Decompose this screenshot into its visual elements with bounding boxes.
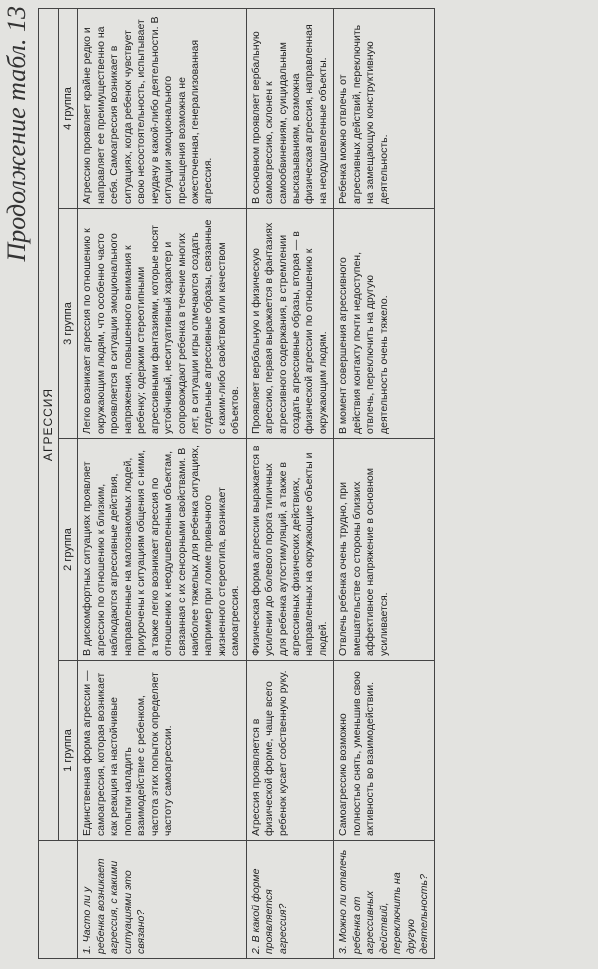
group-1-header: 1 группа: [59, 661, 78, 841]
row-3-group-2: Отвлечь ребенка очень трудно, при вмешательстве со стороны близких аффективное напряжение в основном усиливается.: [334, 439, 435, 661]
table-row: [334, 8, 435, 958]
question-3: 3. Можно ли отвлечь ребенка от агрессивных действий, переключить на другую деятельность?: [334, 841, 435, 959]
row-2-group-2: Физическая форма агрессии выражается в усилении до болевого порога типичных для ребенка аутостимуляций, а также в агрессивных физических действиях, направленных на окружающие объекты и людей.: [246, 439, 334, 661]
question-2: 2. В какой форме проявляется агрессия?: [246, 841, 334, 959]
row-1-group-2: В дискомфортных ситуациях проявляет агрессию по отношению к близким, наблюдаются агрессивные действия, направленные на малознакомых людей, приурочены к ситуациям общения с ними, а также легко возникает агрессия по отношению к неодушевленным объектам, связанная с их сенсорными свойствами. В наиболее тяжелых для ребенка ситуациях, например при ломке привычного жизненного стереотипа, возникает самоагрессия.: [78, 439, 246, 661]
row-1-group-3: Легко возникает агрессия по отношению к окружающим людям, что особенно часто проявляется в ситуации эмоционального напряжения, повышенного внимания к ребенку; одержим стереотипными агрессивными фантазиями, которые носят устойчивый, неситуативный характер и сопровождают ребенка в течение многих лет, в ситуации игры отмечаются создать отдельные агрессивные образы, связанные с каким-либо свойством или качеством объектов.: [78, 209, 246, 439]
row-1-group-1: Единственная форма агрессии — самоагрессия, которая возникает как реакция на настойчивые попытки наладить взаимодействие с ребенком, частота этих попыток определяет частоту самоагрессии.: [78, 661, 246, 841]
row-2-group-3: Проявляет вербальную и физическую агрессию, первая выражается в фантазиях агрессивного содержания, в стремлении создать агрессивные образы, вторая — в физической агрессии по отношению к окружающим людям.: [246, 209, 334, 439]
group-3-header: 3 группа: [59, 209, 78, 439]
question-1: 1. Часто ли у ребенка возникает агрессия, с какими ситуациями это связано?: [78, 841, 246, 959]
aggression-header: АГРЕССИЯ: [39, 8, 59, 840]
row-2-group-4: В основном проявляет вербальную самоагрессию, склонен к самообвинениям, суицидальным высказываниям, возможна физическая агрессия, направленная на неодушевленные объекты.: [246, 8, 334, 208]
corner-cell: [39, 841, 78, 959]
row-3-group-4: Ребенка можно отвлечь от агрессивных действий, переключить на замещающую конструктивную деятельность.: [334, 8, 435, 208]
group-header-row: [59, 8, 78, 958]
row-3-group-3: В момент совершения агрессивного действия контакту почти недоступен, отвлечь, переключить на другую деятельность очень тяжело.: [334, 209, 435, 439]
row-3-group-1: Самоагрессию возможно полностью снять, уменьшив свою активность во взаимодействии.: [334, 661, 435, 841]
table-row: [78, 8, 246, 958]
group-4-header: 4 группа: [59, 8, 78, 208]
table-header-row: [39, 8, 59, 958]
row-1-group-4: Агрессию проявляет крайне редко и направляет ее преимущественно на себя. Самоагрессия возникает в ситуациях, когда ребенок чувствует свою несостоятельность, испытывает неудачу в какой-либо деятельности. В ситуации эмоционального пресыщения возможна не ожесточенная, генерализованная агрессия.: [78, 8, 246, 208]
row-2-group-1: Агрессия проявляется в физической форме, чаще всего ребенок кусает собственную руку.: [246, 661, 334, 841]
group-2-header: 2 группа: [59, 439, 78, 661]
aggression-table: [38, 8, 435, 959]
table-continuation-title: Продолжение табл. 13: [2, 6, 31, 262]
table-row: [246, 8, 334, 958]
